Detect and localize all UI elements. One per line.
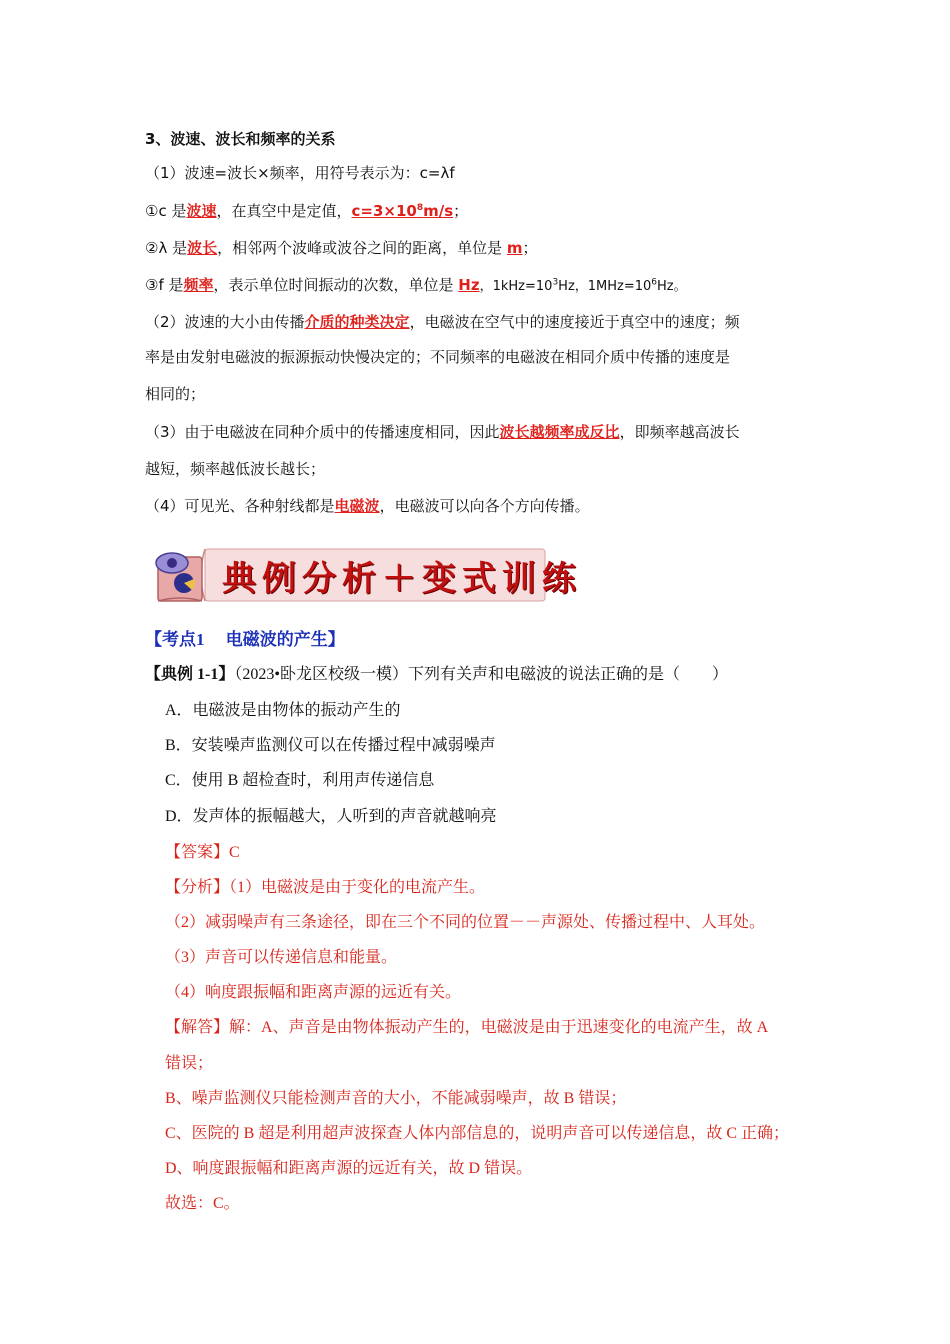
term-frequency: 频率 [183, 276, 214, 294]
term-inverse-proportion: 波长越频率成反比 [499, 423, 620, 441]
answer-value: C [229, 844, 240, 861]
example-label: 【典例 1-1】 [145, 666, 235, 683]
term-electromagnetic-wave: 电磁波 [334, 497, 380, 515]
solution-line-1: 【解答】解：A、声音是由物体振动产生的，电磁波是由于迅速变化的电流产生，故 A [165, 1019, 769, 1036]
term-wave-speed: 波速 [186, 202, 217, 220]
solution-label: 【解答】 [165, 1019, 230, 1036]
term-medium-type: 介质的种类决定 [304, 313, 410, 331]
solution-line-2: 错误； [165, 1055, 214, 1072]
unit-hertz: Hz [458, 276, 480, 294]
speed-factor-line-2: 率是由发射电磁波的振源振动快慢决定的；不同频率的电磁波在相同介质中传播的速度是 [145, 348, 731, 366]
formula-line: （1）波速=波长×频率，用符号表示为：c=λf [145, 164, 455, 182]
answer-line: 【答案】C [165, 844, 240, 861]
inverse-relation-line-2: 越短，频率越低波长越长； [145, 460, 326, 478]
speed-line: ①c 是波速，在真空中是定值，$c=3\times 10^8m/s$； [145, 202, 469, 220]
example-stem: 【典例 1-1】（2023•卧龙区校级一模）下列有关声和电磁波的说法正确的是（ ） [145, 666, 728, 683]
solution-line-3: B、噪声监测仪只能检测声音的大小，不能减弱噪声，故 B 错误； [165, 1090, 627, 1107]
term-wavelength: 波长 [187, 239, 218, 257]
analysis-line-4: （4）响度跟振幅和距离声源的远近有关。 [165, 984, 462, 1001]
analysis-line-1: 【分析】（1）电磁波是由于变化的电流产生。 [165, 879, 486, 896]
solution-line-4: C、医院的 B 超是利用超声波探查人体内部信息的，说明声音可以传递信息，故 C 正确； [165, 1125, 790, 1142]
option-d: D．发声体的振幅越大，人听到的声音就越响亮 [165, 808, 497, 825]
banner-title: 典例分析＋变式训练 [222, 559, 582, 599]
kaodian-heading: 【考点1 电磁波的产生】 [145, 630, 345, 649]
solution-line-6: 故选：C。 [165, 1195, 240, 1212]
speed-factor-line-1: （2）波速的大小由传播介质的种类决定，电磁波在空气中的速度接近于真空中的速度；频 [145, 313, 740, 331]
unit-meter: m [506, 239, 523, 257]
analysis-label: 【分析】 [165, 879, 230, 896]
eye-scroll-icon [156, 553, 202, 601]
option-b: B．安装噪声监测仪可以在传播过程中减弱噪声 [165, 737, 496, 754]
speed-factor-line-3: 相同的； [145, 385, 206, 403]
analysis-line-3: （3）声音可以传递信息和能量。 [165, 949, 398, 966]
section-title: 3、波速、波长和频率的关系 [145, 130, 336, 148]
solution-line-5: D、响度跟振幅和距离声源的远近有关，故 D 错误。 [165, 1160, 533, 1177]
inverse-relation-line-1: （3）由于电磁波在同种介质中的传播速度相同，因此波长越频率成反比，即频率越高波长 [145, 423, 740, 441]
option-a: A．电磁波是由物体的振动产生的 [165, 702, 401, 719]
option-c: C．使用 B 超检查时，利用声传递信息 [165, 772, 435, 789]
speed-of-light-value: $c=3\times 10^8m/s$ [351, 202, 454, 220]
analysis-line-2: （2）减弱噪声有三条途径，即在三个不同的位置－－声源处、传播过程中、人耳处。 [165, 914, 766, 931]
wavelength-line: ②λ 是波长，相邻两个波峰或波谷之间的距离，单位是 m； [145, 239, 538, 257]
light-rays-line: （4）可见光、各种射线都是电磁波，电磁波可以向各个方向传播。 [145, 497, 590, 515]
frequency-line: ③f 是频率，表示单位时间振动的次数，单位是 Hz，$1kHz=10^3Hz$，$1MHz=10^6Hz$。 [145, 276, 687, 294]
